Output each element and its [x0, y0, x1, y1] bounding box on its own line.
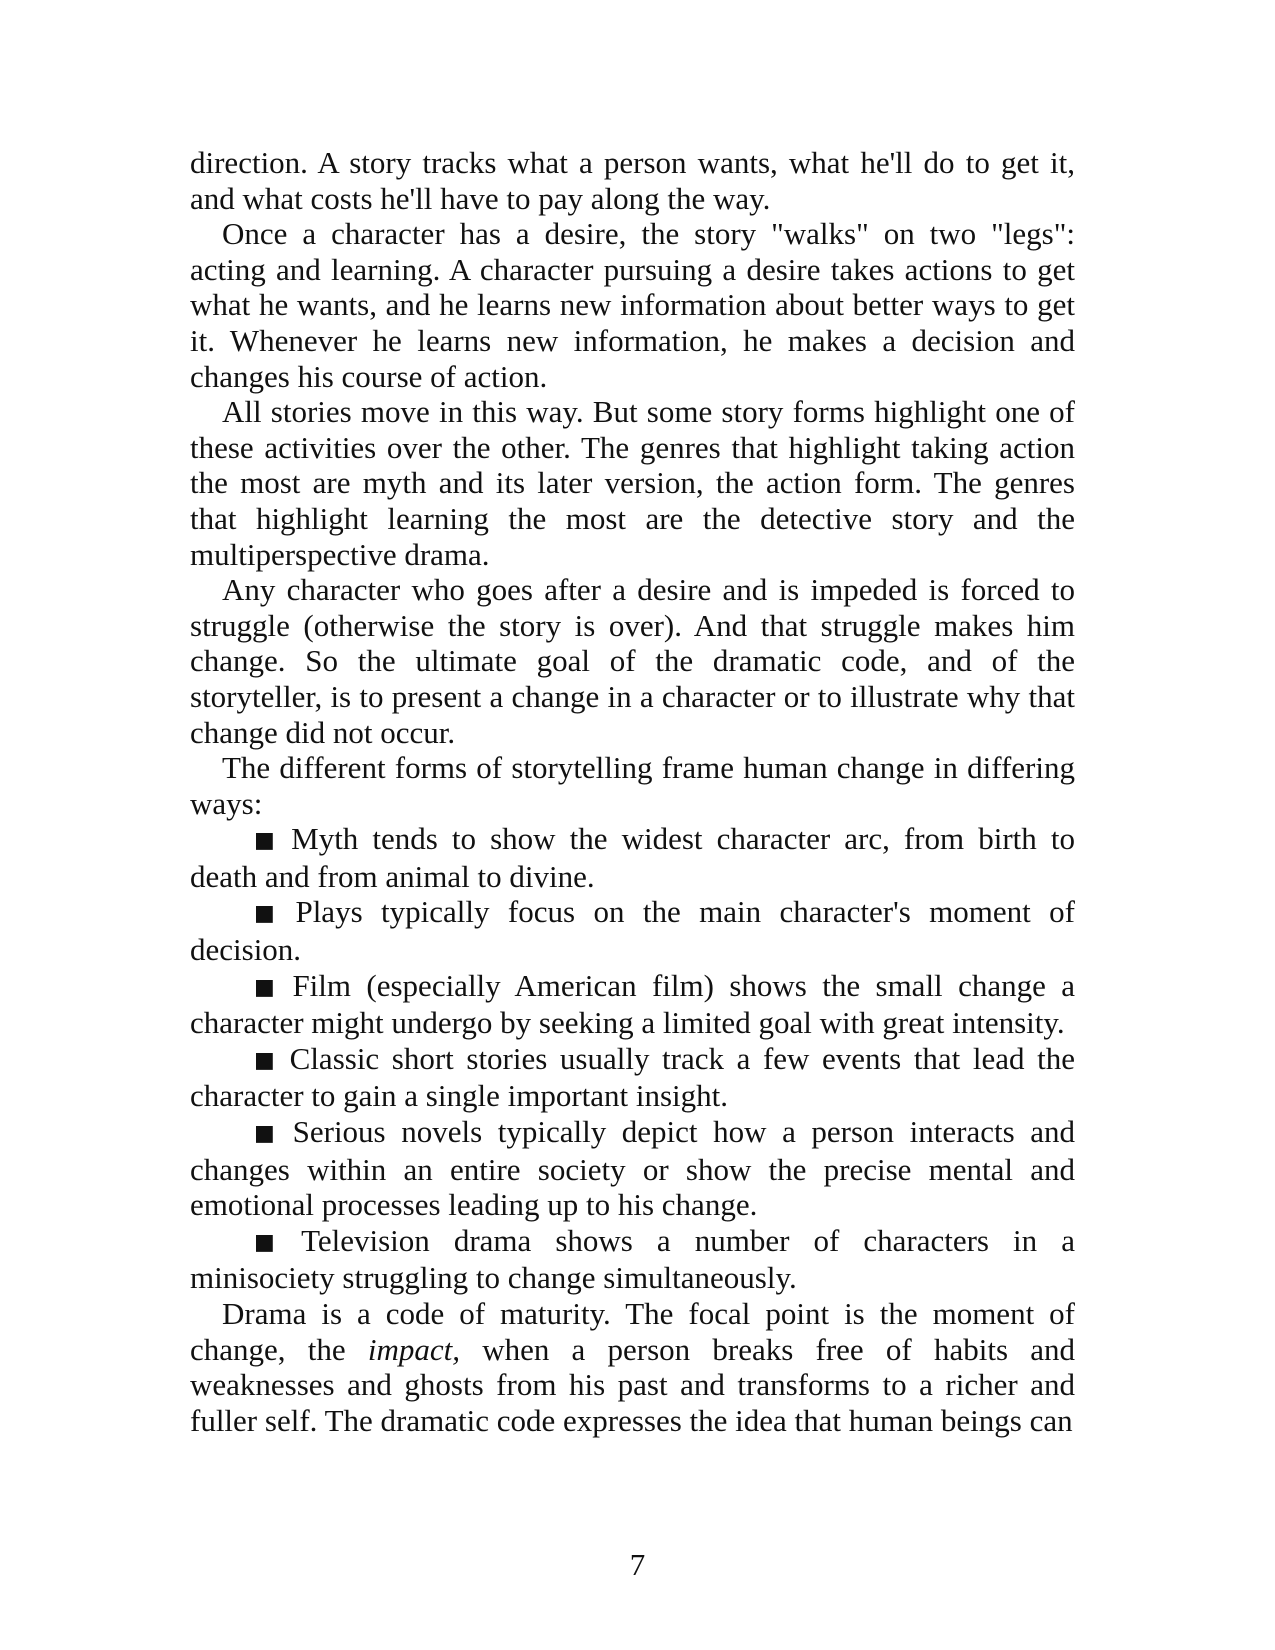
list-item-text: Classic short stories usually track a few events that lead the character to gain a single important insight.: [190, 1040, 1075, 1114]
list-item-short-stories: [190, 1041, 1075, 1114]
square-bullet-icon: ■: [254, 974, 283, 1000]
page-body: [190, 145, 1075, 1438]
square-bullet-icon: ■: [254, 1229, 292, 1255]
square-bullet-icon: ■: [254, 1047, 280, 1073]
list-item-television: [190, 1223, 1075, 1296]
list-item-myth: [190, 821, 1075, 894]
paragraph-text-start: Drama is a code of maturity. The focal point is the moment of change, the: [190, 1296, 1075, 1367]
square-bullet-icon: ■: [254, 828, 282, 854]
list-item-text: Television drama shows a number of characters in a minisociety struggling to change simultaneously.: [190, 1222, 1075, 1296]
page-number: 7: [629, 1547, 646, 1582]
list-item-film: [190, 968, 1075, 1041]
paragraph-story-forms: All stories move in this way. But some story forms highlight one of these activities over the other. The genres that highlight taking action the most are myth and its later version, the action form. The genres that highlight learning the most are the detective story and the multiperspective drama.: [190, 394, 1075, 572]
list-item-novels: [190, 1114, 1075, 1223]
paragraph-acting-learning: Once a character has a desire, the story "walks" on two "legs": acting and learning. A character pursuing a desire takes actions to get what he wants, and he learns new information about better ways to get it. Whenever he learns new information, he makes a decision and changes his course of action.: [190, 216, 1075, 394]
list-item-text: Myth tends to show the widest character arc, from birth to death and from animal to divine.: [190, 821, 1075, 894]
paragraph-text-end: when a person breaks free of habits and weaknesses and ghosts from his past and transforms to a richer and fuller self. The dramatic code expresses the idea that human beings can: [190, 1331, 1075, 1438]
storytelling-forms-list: [190, 821, 1075, 1296]
square-bullet-icon: ■: [254, 901, 286, 927]
list-item-text: Serious novels typically depict how a person interacts and changes within an entire society or show the precise mental and emotional processes leading up to his change.: [190, 1114, 1075, 1223]
paragraph-struggle-change: Any character who goes after a desire and is impeded is forced to struggle (otherwise the story is over). And that struggle makes him change. So the ultimate goal of the dramatic code, and of the storyteller, is to present a change in a character or to illustrate why that change did not occur.: [190, 572, 1075, 750]
paragraph-forms-intro: The different forms of storytelling frame human change in differing ways:: [190, 750, 1075, 821]
list-item-plays: [190, 894, 1075, 967]
continued-paragraph: direction. A story tracks what a person wants, what he'll do to get it, and what costs he'll have to pay along the way.: [190, 145, 1075, 216]
list-item-text: Plays typically focus on the main character's moment of decision.: [190, 894, 1075, 968]
emphasized-term: impact,: [367, 1331, 460, 1367]
list-item-text: Film (especially American film) shows the small change a character might undergo by seeking a limited goal with great intensity.: [190, 967, 1075, 1041]
square-bullet-icon: ■: [254, 1121, 283, 1147]
paragraph-code-of-maturity: [190, 1296, 1075, 1438]
